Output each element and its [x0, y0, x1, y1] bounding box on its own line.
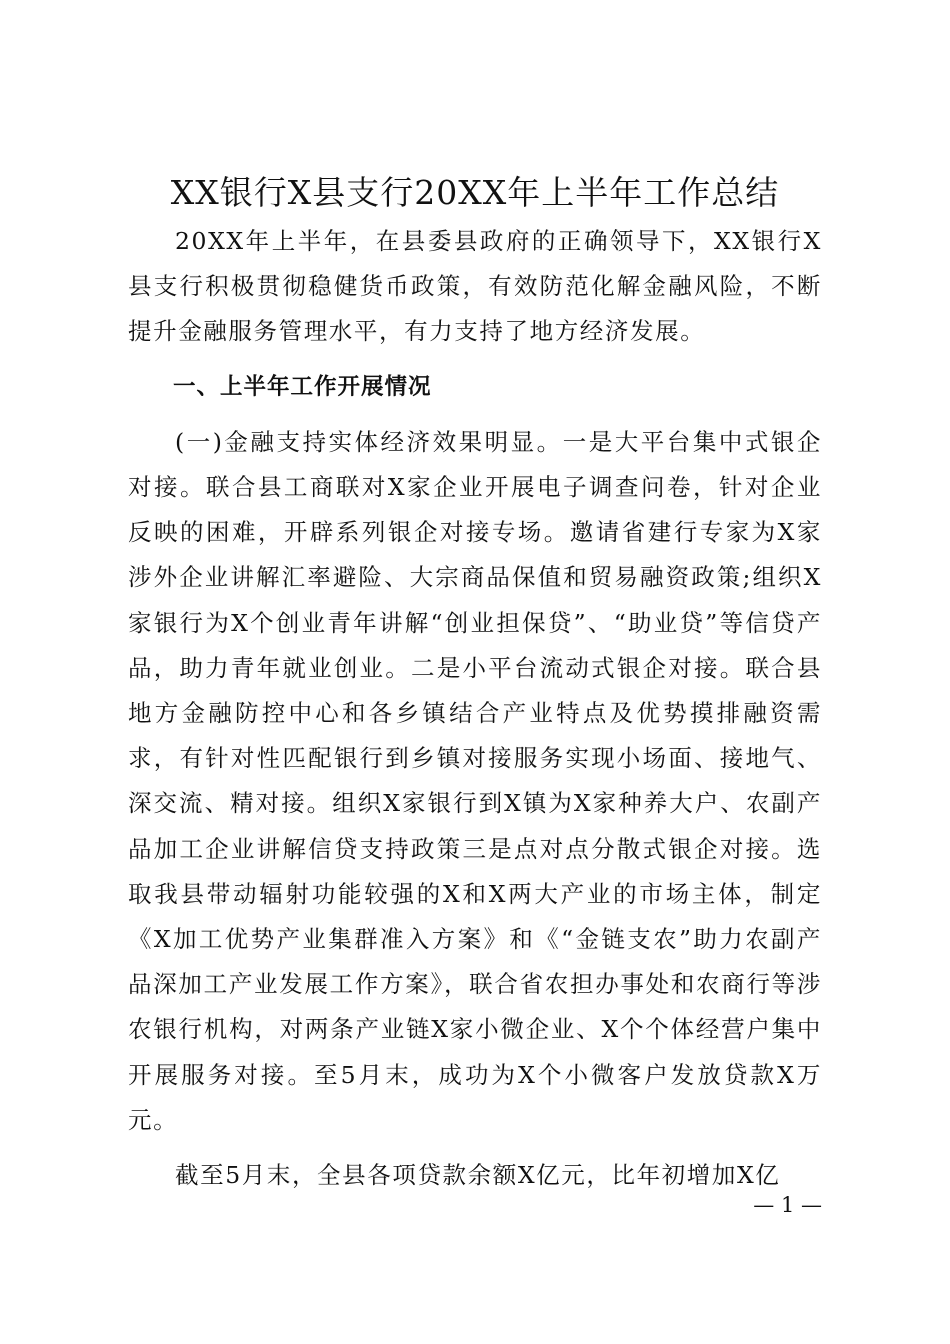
document-title: XX银行X县支行20XX年上半年工作总结	[170, 173, 780, 212]
subsection-heading: (一)金融支持实体经济效果明显。	[175, 427, 563, 456]
section-heading: 一、上半年工作开展情况	[173, 373, 432, 400]
subsection-paragraph	[128, 420, 822, 1143]
subsection-body: 一是大平台集中式银企对接。联合县工商联对X家企业开展电子调查问卷，针对企业反映的困难，开辟系列银企对接专场。邀请省建行专家为X家涉外企业讲解汇率避险、大宗商品保值和贸易融资政策;组织X家银行为X个创业青年讲解“创业担保贷”、“助业贷”等信贷产品，助力青年就业创业。二是小平台流动式银企对接。联合县地方金融防控中心和各乡镇结合产业特点及优势摸排融资需求，有针对性匹配银行到乡镇对接服务实现小场面、接地气、深交流、精对接。组织X家银行到X镇为X家种养大户、农副产品加工企业讲解信贷支持政策三是点对点分散式银企对接。选取我县带动辐射功能较强的X和X两大产业的市场主体，制定《X加工优势产业集群准入方案》和《“金链支农”助力农副产品深加工产业发展工作方案》，联合省农担办事处和农商行等涉农银行机构，对两条产业链X家小微企业、X个个体经营户集中开展服务对接。至5月末，成功为X个小微客户发放贷款X万元。	[128, 427, 823, 1134]
document-body	[128, 219, 822, 1198]
intro-paragraph: 20XX年上半年，在县委县政府的正确领导下，XX银行X县支行积极贯彻稳健货币政策，有效防范化解金融风险，不断提升金融服务管理水平，有力支持了地方经济发展。	[128, 227, 822, 346]
loan-balance-paragraph: 截至5月末，全县各项贷款余额X亿元，比年初增加X亿	[175, 1161, 781, 1190]
page-number: — 1 —	[753, 1193, 822, 1217]
